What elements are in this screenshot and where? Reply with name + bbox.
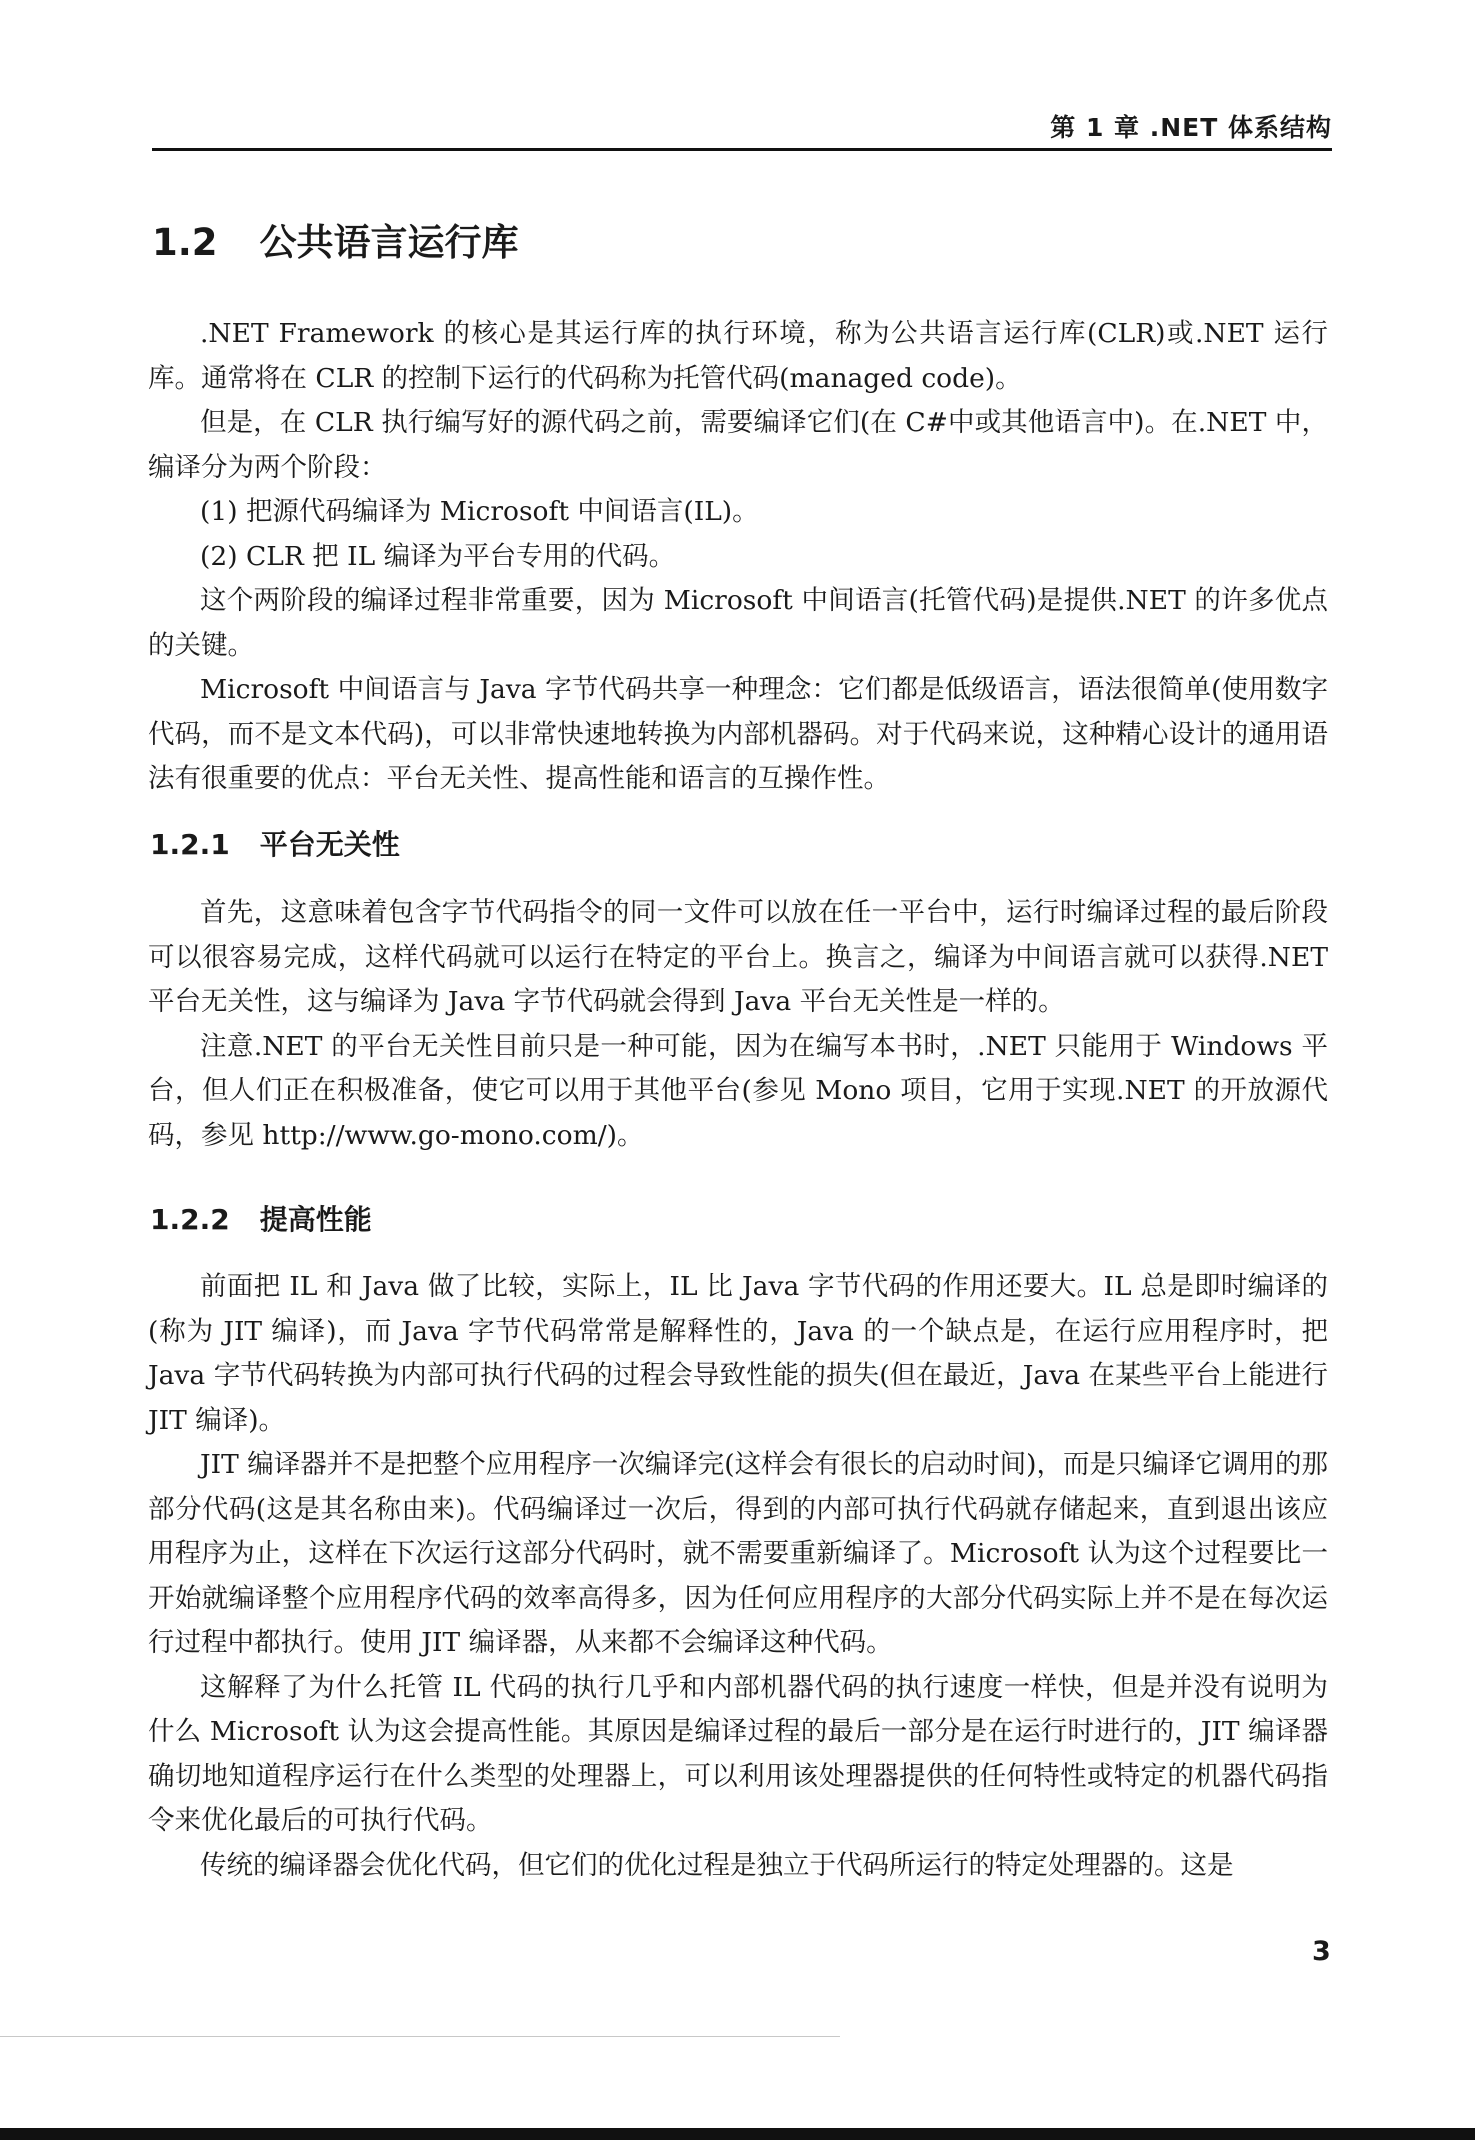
platform-section-body: [148, 891, 1328, 1158]
scan-bottom-edge: [0, 2128, 1475, 2140]
section-title-text: 公共语言运行库: [259, 221, 519, 264]
paragraph: 传统的编译器会优化代码，但它们的优化过程是独立于代码所运行的特定处理器的。这是: [200, 1849, 1234, 1881]
header-rule: [152, 148, 1332, 151]
intro-section-body: [148, 312, 1328, 802]
scan-artifact-line: [0, 2036, 840, 2037]
paragraph: 这解释了为什么托管 IL 代码的执行几乎和内部机器代码的执行速度一样快，但是并没有说明为什么 Microsoft 认为这会提高性能。其原因是编译过程的最后一部分是在运行时进行的，JIT 编译器确切地知道程序运行在什么类型的处理器上，可以利用该处理器提供的任何特性或特定的机器代码指令来优化最后的可执行代码。: [148, 1671, 1328, 1836]
section-number: 1.2: [152, 221, 218, 264]
paragraph: .NET Framework 的核心是其运行库的执行环境，称为公共语言运行库(CLR)或.NET 运行库。通常将在 CLR 的控制下运行的代码称为托管代码(managed code)。: [148, 318, 1328, 394]
running-header: 第 1 章 .NET 体系结构: [1050, 113, 1332, 142]
paragraph: 首先，这意味着包含字节代码指令的同一文件可以放在任一平台中，运行时编译过程的最后阶段可以很容易完成，这样代码就可以运行在特定的平台上。换言之，编译为中间语言就可以获得.NET 平台无关性，这与编译为 Java 字节代码就会得到 Java 平台无关性是一样的。: [148, 897, 1328, 1017]
paragraph: 前面把 IL 和 Java 做了比较，实际上，IL 比 Java 字节代码的作用还要大。IL 总是即时编译的(称为 JIT 编译)，而 Java 字节代码常常是解释性的，Java 的一个缺点是，在运行应用程序时，把 Java 字节代码转换为内部可执行代码的过程会导致性能的损失(但在最近，Java 在某些平台上能进行 JIT 编译)。: [148, 1271, 1328, 1436]
paragraph: 但是，在 CLR 执行编写好的源代码之前，需要编译它们(在 C#中或其他语言中)。在.NET 中，编译分为两个阶段：: [148, 407, 1328, 483]
list-item: (2) CLR 把 IL 编译为平台专用的代码。: [200, 540, 676, 572]
paragraph: 注意.NET 的平台无关性目前只是一种可能，因为在编写本书时，.NET 只能用于 Windows 平台，但人们正在积极准备，使它可以用于其他平台(参见 Mono 项目，它用于实现.NET 的开放源代码，参见 http://www.go-mono.com/)。: [148, 1030, 1328, 1151]
page-number: 3: [1312, 1936, 1331, 1967]
subsection-title-performance: [150, 1198, 372, 1238]
performance-section-body: [148, 1265, 1328, 1888]
paragraph: 这个两阶段的编译过程非常重要，因为 Microsoft 中间语言(托管代码)是提供.NET 的许多优点的关键。: [148, 585, 1328, 661]
subsection-number: 1.2.1: [150, 828, 230, 861]
subsection-number: 1.2.2: [150, 1203, 230, 1236]
list-item: (1) 把源代码编译为 Microsoft 中间语言(IL)。: [200, 496, 759, 527]
paragraph: JIT 编译器并不是把整个应用程序一次编译完(这样会有很长的启动时间)，而是只编译它调用的那部分代码(这是其名称由来)。代码编译过一次后，得到的内部可执行代码就存储起来，直到退出该应用程序为止，这样在下次运行这部分代码时，就不需要重新编译了。Microsoft 认为这个过程要比一开始就编译整个应用程序代码的效率高得多，因为任何应用程序的大部分代码实际上并不是在每次运行过程中都执行。使用 JIT 编译器，从来都不会编译这种代码。: [148, 1449, 1328, 1658]
section-title: [152, 212, 519, 266]
subsection-title-text: 提高性能: [259, 1203, 372, 1236]
subsection-title-platform: [150, 823, 400, 863]
paragraph: Microsoft 中间语言与 Java 字节代码共享一种理念：它们都是低级语言，语法很简单(使用数字代码，而不是文本代码)，可以非常快速地转换为内部机器码。对于代码来说，这种精心设计的通用语法有很重要的优点：平台无关性、提高性能和语言的互操作性。: [148, 674, 1328, 794]
subsection-title-text: 平台无关性: [259, 828, 400, 861]
